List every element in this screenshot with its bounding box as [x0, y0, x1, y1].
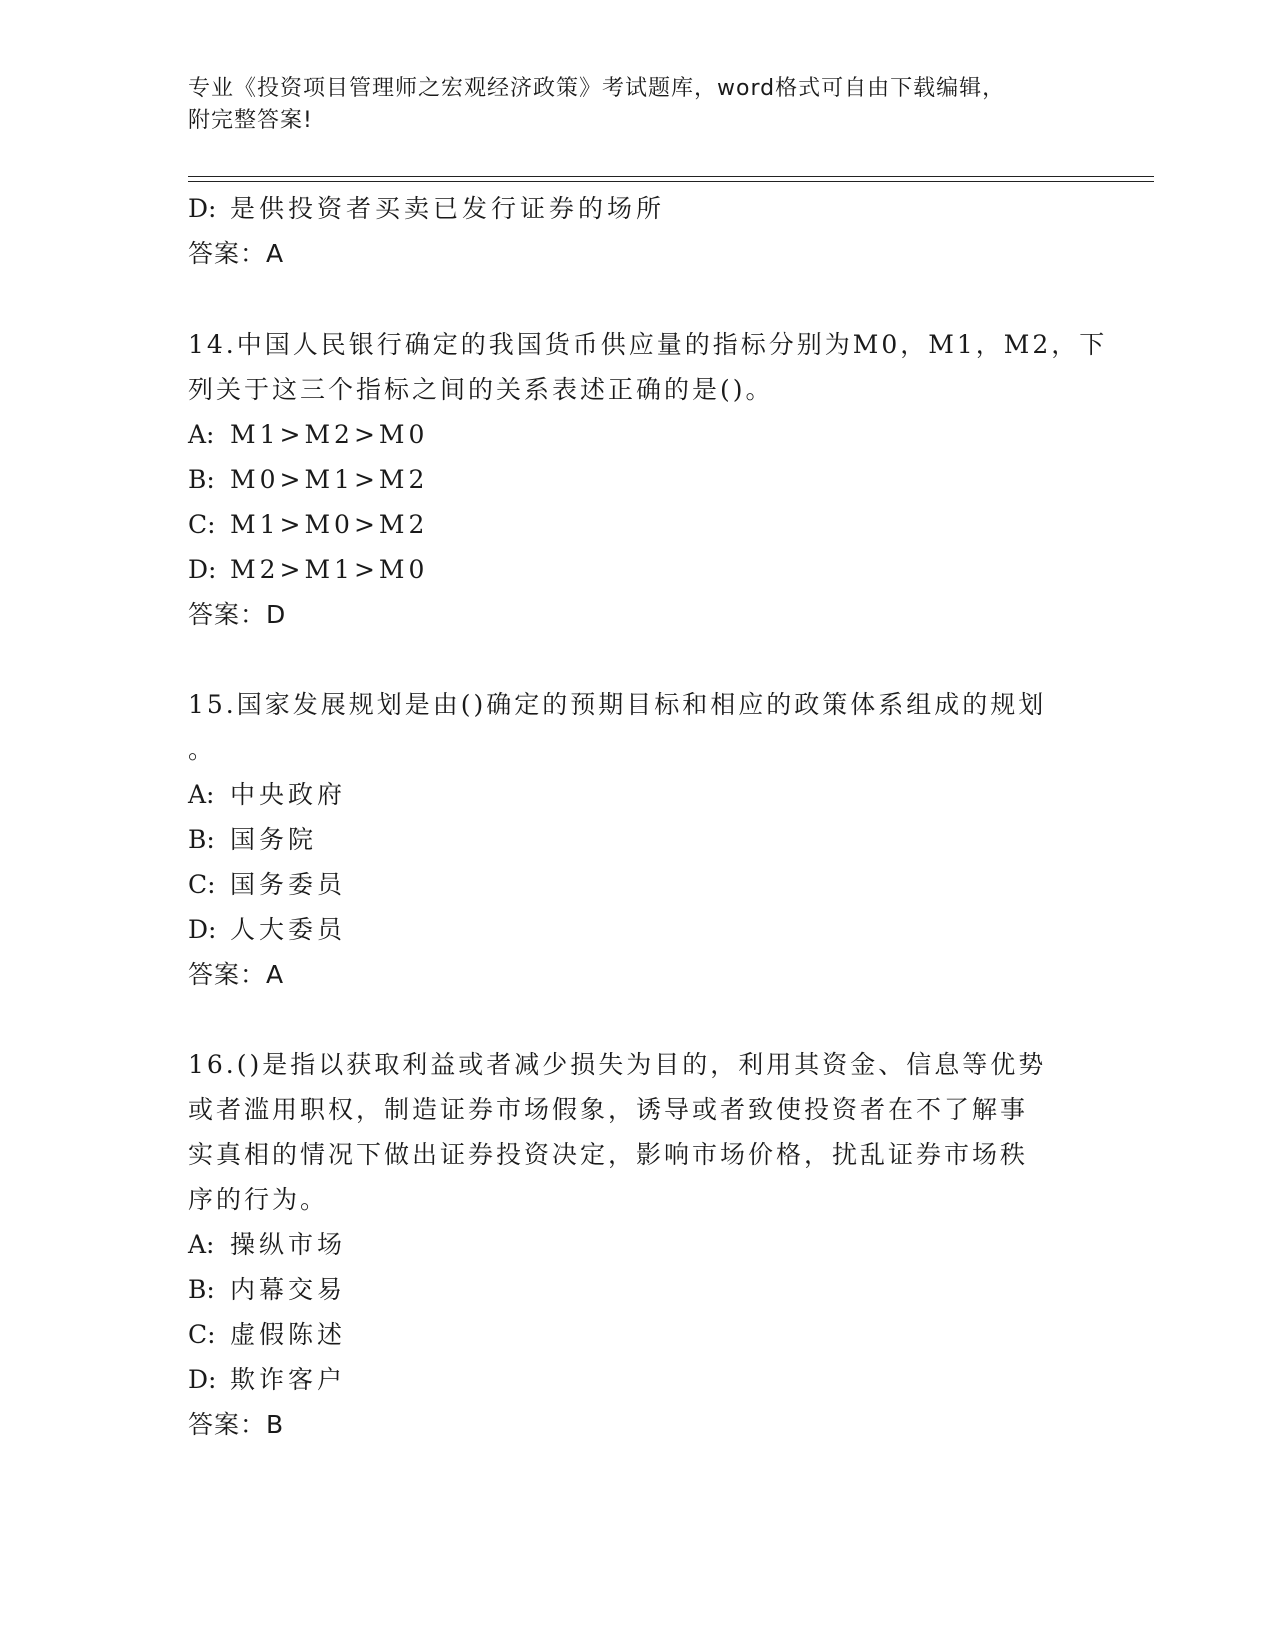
q14-option-a: A: M1>M2>M0 [188, 420, 429, 449]
q16-stem-line-1: 16.()是指以获取利益或者减少损失为目的，利用其资金、信息等优势 [188, 1050, 1047, 1079]
header-line-2: 附完整答案! [188, 108, 313, 133]
header-divider-top [188, 176, 1154, 177]
q14-option-b: B: M0>M1>M2 [188, 465, 429, 494]
q14-option-d: D: M2>M1>M0 [188, 555, 429, 584]
answer-prev: 答案：A [188, 239, 285, 268]
q16-stem-line-2: 或者滥用职权，制造证券市场假象，诱导或者致使投资者在不了解事 [188, 1095, 1029, 1124]
q15-stem-line-2: 。 [188, 735, 217, 764]
q16-option-c: C: 虚假陈述 [188, 1320, 347, 1349]
q14-stem-line-2: 列关于这三个指标之间的关系表述正确的是()。 [188, 375, 774, 404]
q16-option-b: B: 内幕交易 [188, 1275, 347, 1304]
q14-option-c: C: M1>M0>M2 [188, 510, 429, 539]
header-line-1: 专业《投资项目管理师之宏观经济政策》考试题库，word格式可自由下载编辑， [188, 76, 1006, 101]
q16-answer: 答案：B [188, 1410, 285, 1439]
q15-option-a: A: 中央政府 [188, 780, 347, 809]
q15-option-d: D: 人大委员 [188, 915, 347, 944]
q16-stem-line-3: 实真相的情况下做出证券投资决定，影响市场价格，扰乱证券市场秩 [188, 1140, 1029, 1169]
q15-option-c: C: 国务委员 [188, 870, 347, 899]
document-header [188, 73, 1068, 137]
header-divider-bottom [188, 181, 1154, 182]
q14-stem-line-1: 14.中国人民银行确定的我国货币供应量的指标分别为M0，M1，M2，下 [188, 330, 1108, 359]
q16-stem-line-4: 序的行为。 [188, 1185, 329, 1214]
q15-option-b: B: 国务院 [188, 825, 318, 854]
option-d-prev [188, 194, 665, 224]
option-text: 是供投资者买卖已发行证券的场所 [230, 194, 666, 223]
q16-option-d: D: 欺诈客户 [188, 1365, 347, 1394]
q16-option-a: A: 操纵市场 [188, 1230, 347, 1259]
q15-answer: 答案：A [188, 960, 285, 989]
q14-answer: 答案：D [188, 600, 287, 629]
q15-stem-line-1: 15.国家发展规划是由()确定的预期目标和相应的政策体系组成的规划 [188, 690, 1047, 719]
option-label: D: [188, 194, 217, 223]
